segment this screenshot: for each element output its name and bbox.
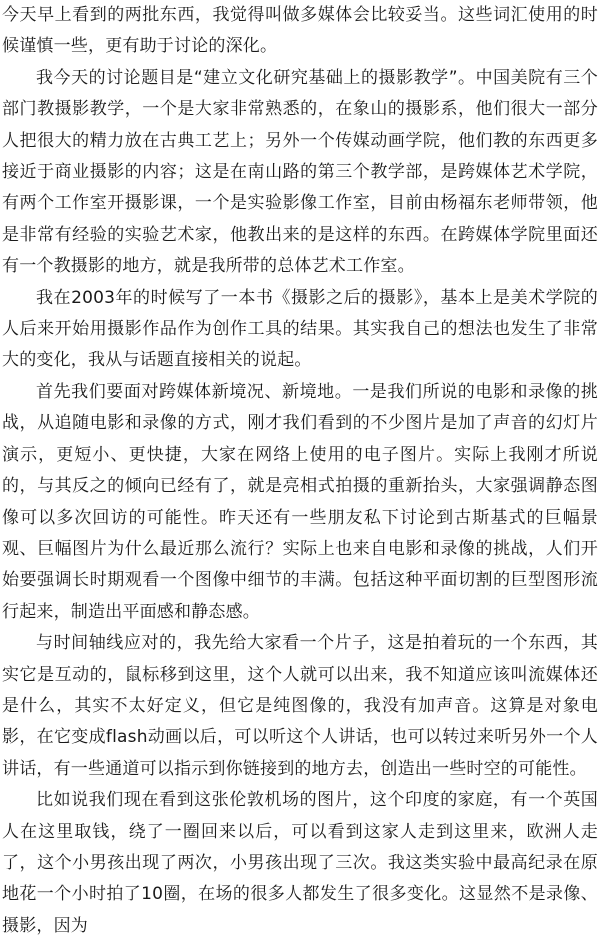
paragraph-1: 今天早上看到的两批东西，我觉得叫做多媒体会比较妥当。这些词汇使用的时候谨慎一些，更有助于讨论的深化。 [2, 5, 598, 57]
paragraph-3: 我在2003年的时候写了一本书《摄影之后的摄影》，基本上是美术学院的人后来开始用摄影作品作为创作工具的结果。其实我自己的想法也发生了非常大的变化，我从与话题直接相关的说起。 [2, 287, 598, 371]
paragraph-4: 首先我们要面对跨媒体新境况、新境地。一是我们所说的电影和录像的挑战，从追随电影和录像的方式，刚才我们看到的不少图片是加了声音的幻灯片演示，更短小、更快捷，大家在网络上使用的电子图片。实际上我刚才所说的，与其反之的倾向已经有了，就是亮相式拍摄的重新抬头，大家强调静态图像可以多次回访的可能性。昨天还有一些朋友私下讨论到古斯基式的巨幅景观、巨幅图片为什么最近那么流行？实际上也来自电影和录像的挑战，人们开始要强调长时期观看一个图像中细节的丰满。包括这种平面切割的巨型图形流行起来，制造出平面感和静态感。 [2, 381, 598, 622]
paragraph-2: 我今天的讨论题目是“建立文化研究基础上的摄影教学”。中国美院有三个部门教摄影教学，一个是大家非常熟悉的，在象山的摄影系，他们很大一部分人把很大的精力放在古典工艺上；另外一个传媒动画学院，他们教的东西更多接近于商业摄影的内容；这是在南山路的第三个教学部，是跨媒体艺术学院，有两个工作室开摄影课，一个是实验影像工作室，目前由杨福东老师带领，他是非常有经验的实验艺术家，他教出来的是这样的东西。在跨媒体学院里面还有一个教摄影的地方，就是我所带的总体艺术工作室。 [2, 67, 598, 277]
document-page [2, 0, 598, 947]
paragraph-5: 与时间轴线应对的，我先给大家看一个片子，这是拍着玩的一个东西，其实它是互动的，鼠标移到这里，这个人就可以出来，我不知道应该叫流媒体还是什么，其实不太好定义，但它是纯图像的，我没有加声音。这算是对象电影，在它变成flash动画以后，可以听这个人讲话，也可以转过来听另外一个人讲话，有一些通道可以指示到你链接到的地方去，创造出一些时空的可能性。 [2, 633, 598, 779]
paragraph-6: 比如说我们现在看到这张伦敦机场的图片，这个印度的家庭，有一个英国人在这里取钱，绕了一圈回来以后，可以看到这家人走到这里来，欧洲人走了，这个小男孩出现了两次，小男孩出现了三次。我这类实验中最高纪录在原地花一个小时拍了10圈，在场的很多人都发生了很多变化。这显然不是录像、摄影，因为 [2, 790, 598, 936]
